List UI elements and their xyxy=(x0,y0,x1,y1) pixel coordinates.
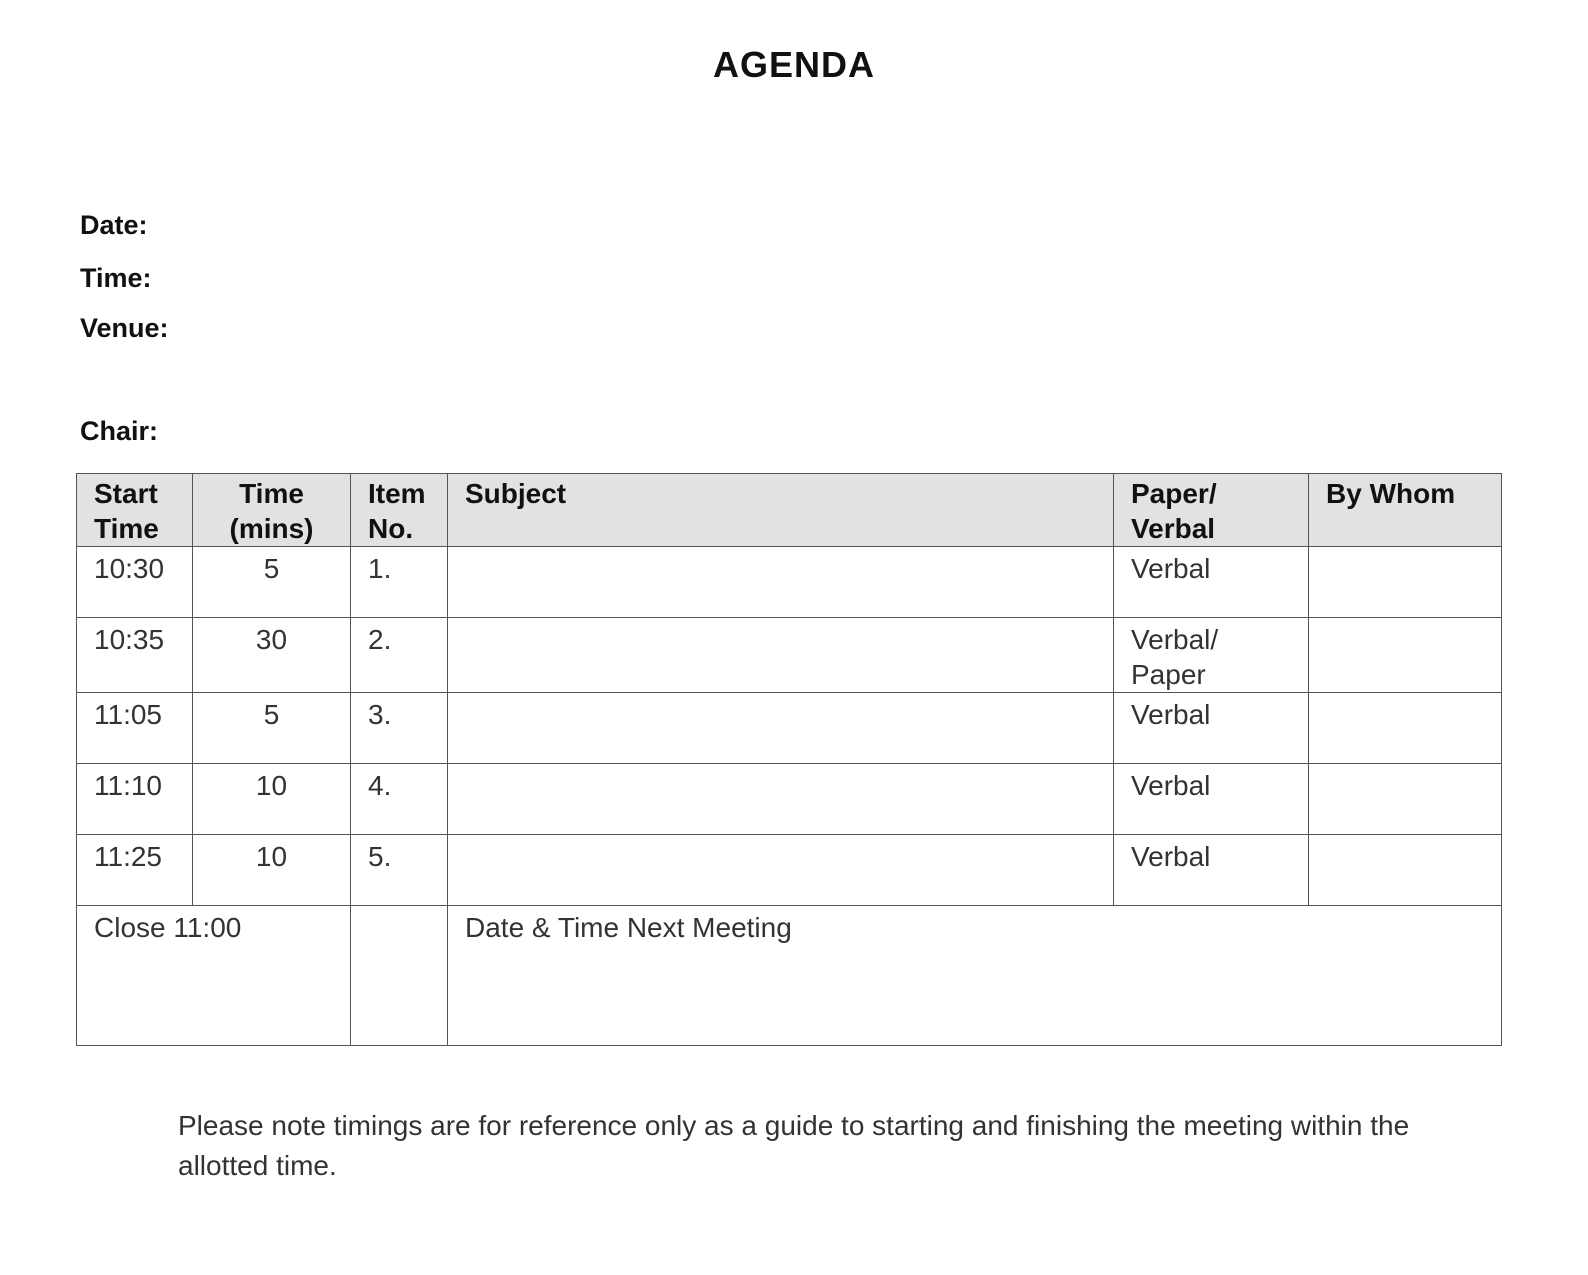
header-subject xyxy=(448,474,1114,547)
cell-paper-verbal xyxy=(1114,618,1309,693)
header-by-whom xyxy=(1309,474,1502,547)
cell-start-time: 10:35 xyxy=(77,618,193,693)
cell-duration: 5 xyxy=(193,693,351,764)
cell-by-whom xyxy=(1309,693,1502,764)
cell-subject xyxy=(448,835,1114,906)
cell-item-no: 4. xyxy=(351,764,448,835)
cell-subject xyxy=(448,618,1114,693)
cell-duration: 10 xyxy=(193,835,351,906)
cell-subject xyxy=(448,764,1114,835)
cell-paper-verbal-line1: Verbal xyxy=(1131,841,1211,872)
timing-note: Please note timings are for reference only as a guide to starting and finishing the meeting within the allotted time. xyxy=(178,1110,1410,1181)
cell-by-whom xyxy=(1309,618,1502,693)
table-row xyxy=(77,835,1502,906)
header-start-time-line2: Time xyxy=(94,513,159,544)
chair-label: Chair: xyxy=(80,416,159,446)
header-subject-text: Subject xyxy=(465,478,567,509)
cell-next-meeting: Date & Time Next Meeting xyxy=(448,906,1502,1046)
table-footer-row xyxy=(77,906,1502,1046)
cell-start-time: 10:30 xyxy=(77,547,193,618)
cell-subject xyxy=(448,547,1114,618)
cell-paper-verbal-line1: Verbal xyxy=(1131,699,1211,730)
cell-duration: 10 xyxy=(193,764,351,835)
cell-item-no: 1. xyxy=(351,547,448,618)
cell-paper-verbal-line1: Verbal xyxy=(1131,553,1211,584)
cell-by-whom xyxy=(1309,835,1502,906)
cell-paper-verbal-line1: Verbal xyxy=(1131,770,1211,801)
header-start-time xyxy=(77,474,193,547)
date-label: Date: xyxy=(80,210,148,240)
header-duration xyxy=(193,474,351,547)
cell-paper-verbal xyxy=(1114,693,1309,764)
table-row xyxy=(77,547,1502,618)
cell-paper-verbal-line1: Verbal/ xyxy=(1131,624,1219,655)
header-item-no xyxy=(351,474,448,547)
table-row xyxy=(77,618,1502,693)
table-row xyxy=(77,764,1502,835)
cell-by-whom xyxy=(1309,547,1502,618)
venue-label: Venue: xyxy=(80,313,169,343)
cell-footer-empty xyxy=(351,906,448,1046)
cell-start-time: 11:05 xyxy=(77,693,193,764)
cell-paper-verbal xyxy=(1114,764,1309,835)
cell-item-no: 2. xyxy=(351,618,448,693)
page-title: AGENDA xyxy=(712,44,875,85)
header-duration-line2: (mins) xyxy=(229,513,314,544)
header-paper-verbal-line2: Verbal xyxy=(1131,513,1216,544)
cell-item-no: 3. xyxy=(351,693,448,764)
table-row xyxy=(77,693,1502,764)
cell-start-time: 11:10 xyxy=(77,764,193,835)
header-item-no-line1: Item xyxy=(368,478,426,509)
cell-paper-verbal-line2: Paper xyxy=(1131,659,1206,690)
header-duration-line1: Time xyxy=(239,478,304,509)
cell-by-whom xyxy=(1309,764,1502,835)
cell-duration: 5 xyxy=(193,547,351,618)
cell-duration: 30 xyxy=(193,618,351,693)
header-paper-verbal-line1: Paper/ xyxy=(1131,478,1217,509)
header-start-time-line1: Start xyxy=(94,478,158,509)
agenda-table xyxy=(76,473,1502,1046)
cell-subject xyxy=(448,693,1114,764)
cell-start-time: 11:25 xyxy=(77,835,193,906)
header-item-no-line2: No. xyxy=(368,513,414,544)
header-paper-verbal xyxy=(1114,474,1309,547)
cell-item-no: 5. xyxy=(351,835,448,906)
cell-paper-verbal xyxy=(1114,547,1309,618)
table-header-row xyxy=(77,474,1502,547)
cell-paper-verbal xyxy=(1114,835,1309,906)
cell-close-time: Close 11:00 xyxy=(77,906,351,1046)
time-label: Time: xyxy=(80,263,152,293)
header-by-whom-text: By Whom xyxy=(1326,478,1456,509)
